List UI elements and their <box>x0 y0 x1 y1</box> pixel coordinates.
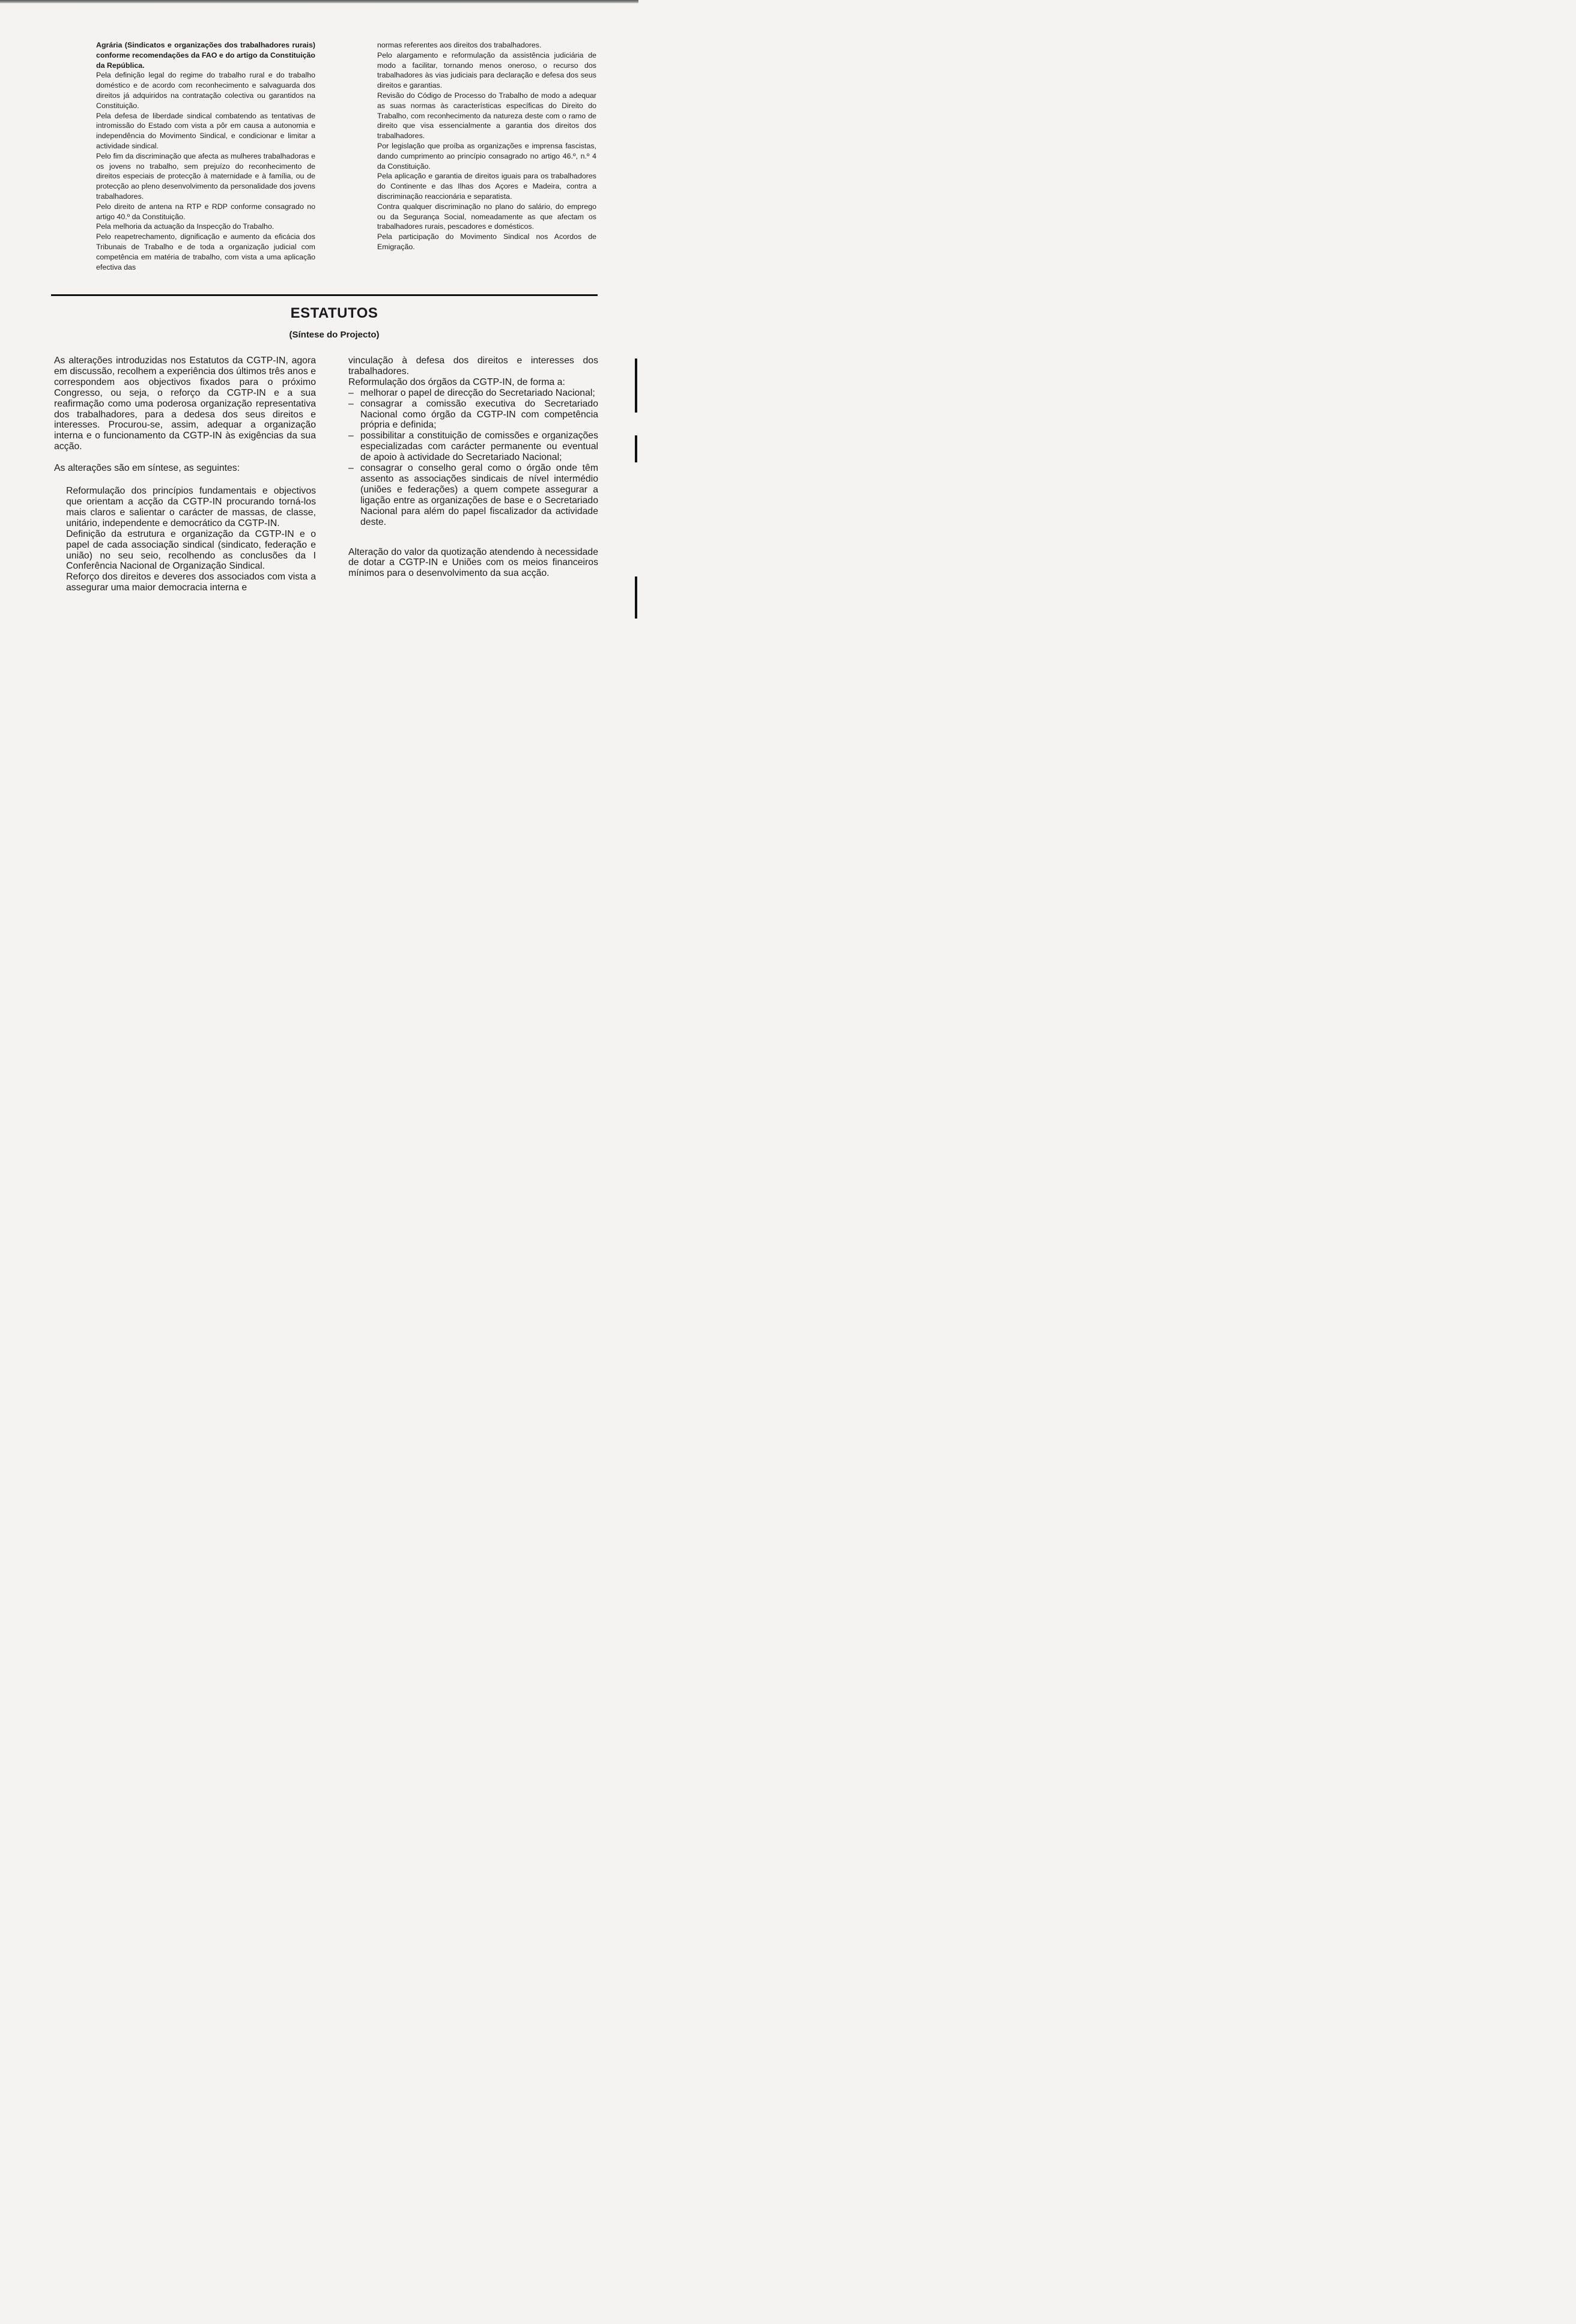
list-item: Reforço dos direitos e deveres dos associados com vista a assegurar uma maior democracia interna e <box>66 572 316 593</box>
paragraph: Pela aplicação e garantia de direitos iguais para os trabalhadores do Continente e das Ilhas dos Açores e Madeira, contra a discriminação reaccionária e separatista. <box>377 172 596 201</box>
dash-bullet: – <box>348 398 354 409</box>
list-item-text: consagrar o conselho geral como o órgão onde têm assento as associações sindicais de nível intermédio (uniões e federações) a quem compete assegurar a ligação entre as organizações de base e o Secretariado Nacional para além do papel fiscalizador da actividade deste. <box>360 463 598 527</box>
scan-edge-mark <box>635 576 637 619</box>
dash-list <box>348 388 598 528</box>
item-list <box>54 486 316 593</box>
horizontal-rule <box>51 294 598 296</box>
dash-bullet: – <box>348 387 354 398</box>
final-paragraph: Alteração do valor da quotização atendendo à necessidade de dotar a CGTP-IN e Uniões com os meios financeiros mínimos para o desenvolvimento da sua acção. <box>348 546 598 579</box>
paragraph: Pela definição legal do regime do trabalho rural e do trabalho doméstico e de acordo com reconhecimento e salvaguarda dos direitos já adquiridos na contratação colectiva ou garantidos na Constituição. <box>96 71 315 110</box>
list-item <box>348 431 598 463</box>
scan-edge-mark <box>635 435 637 462</box>
top-left-column <box>96 40 315 272</box>
paragraph: Pelo fim da discriminação que afecta as mulheres trabalhadoras e os jovens no trabalho, sem prejuízo do reconhecimento de direitos especiais de protecção à maternidade e à família, ou de protecção ao pleno desenvolvimento da personalidade dos jovens trabalhadores. <box>96 151 315 201</box>
paragraph: Pelo reapetrechamento, dignificação e aumento da eficácia dos Tribunais de Trabalho e de toda a organização judicial com competência em matéria de trabalho, com vista a uma aplicação efectiva das <box>96 232 315 271</box>
paragraph: Contra qualquer discriminação no plano do salário, do emprego ou da Segurança Social, nomeadamente as que afectam os trabalhadores rurais, pescadores e domésticos. <box>377 202 596 231</box>
dash-bullet: – <box>348 463 354 474</box>
paragraph: Agrária (Sindicatos e organizações dos trabalhadores rurais) conforme recomendações da FAO e do artigo da Constituição da República. <box>96 41 315 70</box>
scan-edge-mark <box>635 359 637 413</box>
paragraph: Pela melhoria da actuação da Inspecção do Trabalho. <box>96 222 274 231</box>
list-item-text: consagrar a comissão executiva do Secretariado Nacional como órgão da CGTP-IN com competência própria e definida; <box>360 398 598 431</box>
dash-bullet: – <box>348 431 354 441</box>
lead-paragraph: Reformulação dos órgãos da CGTP-IN, de forma a: <box>348 377 565 387</box>
bottom-right-column <box>348 356 598 579</box>
lead-paragraph: As alterações são em síntese, as seguintes: <box>54 463 240 474</box>
list-item: Definição da estrutura e organização da CGTP-IN e o papel de cada associação sindical (sindicato, federação e união) no seu seio, recolhendo as conclusões da I Conferência Nacional de Organização Sindical. <box>66 528 316 572</box>
list-item-text: melhorar o papel de direcção do Secretariado Nacional; <box>360 387 595 398</box>
intro-paragraph: As alterações introduzidas nos Estatutos da CGTP-IN, agora em discussão, recolhem a experiência dos últimos três anos e correspondem aos objectivos fixados para o próximo Congresso, ou seja, o reforço da CGTP-IN e a sua reafirmação como uma poderosa organização representativa dos trabalhadores, para a dedesa dos seus direitos e interesses. Procurou-se, assim, adequar a organização interna e o funcionamento da CGTP-IN às exigências da sua acção. <box>54 356 316 452</box>
paragraph: Pela defesa de liberdade sindical combatendo as tentativas de intromissão do Estado com vista a pôr em causa a autonomia e independência do Movimento Sindical, e condicionar e limitar a actividade sindical. <box>96 111 315 150</box>
section-title: ESTATUTOS <box>290 305 378 321</box>
list-item <box>348 388 598 399</box>
paragraph: Pelo direito de antena na RTP e RDP conforme consagrado no artigo 40.º da Constituição. <box>96 202 315 221</box>
list-item: Reformulação dos princípios fundamentais e objectivos que orientam a acção da CGTP-IN procurando torná-los mais claros e salientar o carácter de massas, de classe, unitário, independente e democrático da CGTP-IN. <box>66 486 316 528</box>
paragraph: Por legislação que proíba as organizações e imprensa fascistas, dando cumprimento ao princípio consagrado no artigo 46.º, n.º 4 da Constituição. <box>377 141 596 171</box>
paragraph: normas referentes aos direitos dos trabalhadores. <box>377 41 542 49</box>
top-right-column <box>377 40 596 252</box>
continuation-paragraph: vinculação à defesa dos direitos e interesses dos trabalhadores. <box>348 356 598 377</box>
paragraph: Pela participação do Movimento Sindical nos Acordos de Emigração. <box>377 232 596 251</box>
list-item-text: possibilitar a constituição de comissões e organizações especializadas com carácter permanente ou eventual de apoio à actividade do Secretariado Nacional; <box>360 431 598 463</box>
list-item <box>348 399 598 431</box>
section-subtitle: (Síntese do Projecto) <box>289 330 380 340</box>
paragraph: Pelo alargamento e reformulação da assistência judiciária de modo a facilitar, tornando menos oneroso, o recurso dos trabalhadores às vias judiciais para declaração e defesa dos seus direitos e garantias. <box>377 50 596 90</box>
paragraph: Revisão do Código de Processo do Trabalho de modo a adequar as suas normas às características específicas do Direito do Trabalho, com reconhecimento da natureza deste com o ramo de direito que visa essencialmente a garantia dos direitos dos trabalhadores. <box>377 91 596 141</box>
list-item <box>348 463 598 527</box>
bottom-left-column <box>54 356 316 593</box>
scan-edge <box>0 0 638 4</box>
